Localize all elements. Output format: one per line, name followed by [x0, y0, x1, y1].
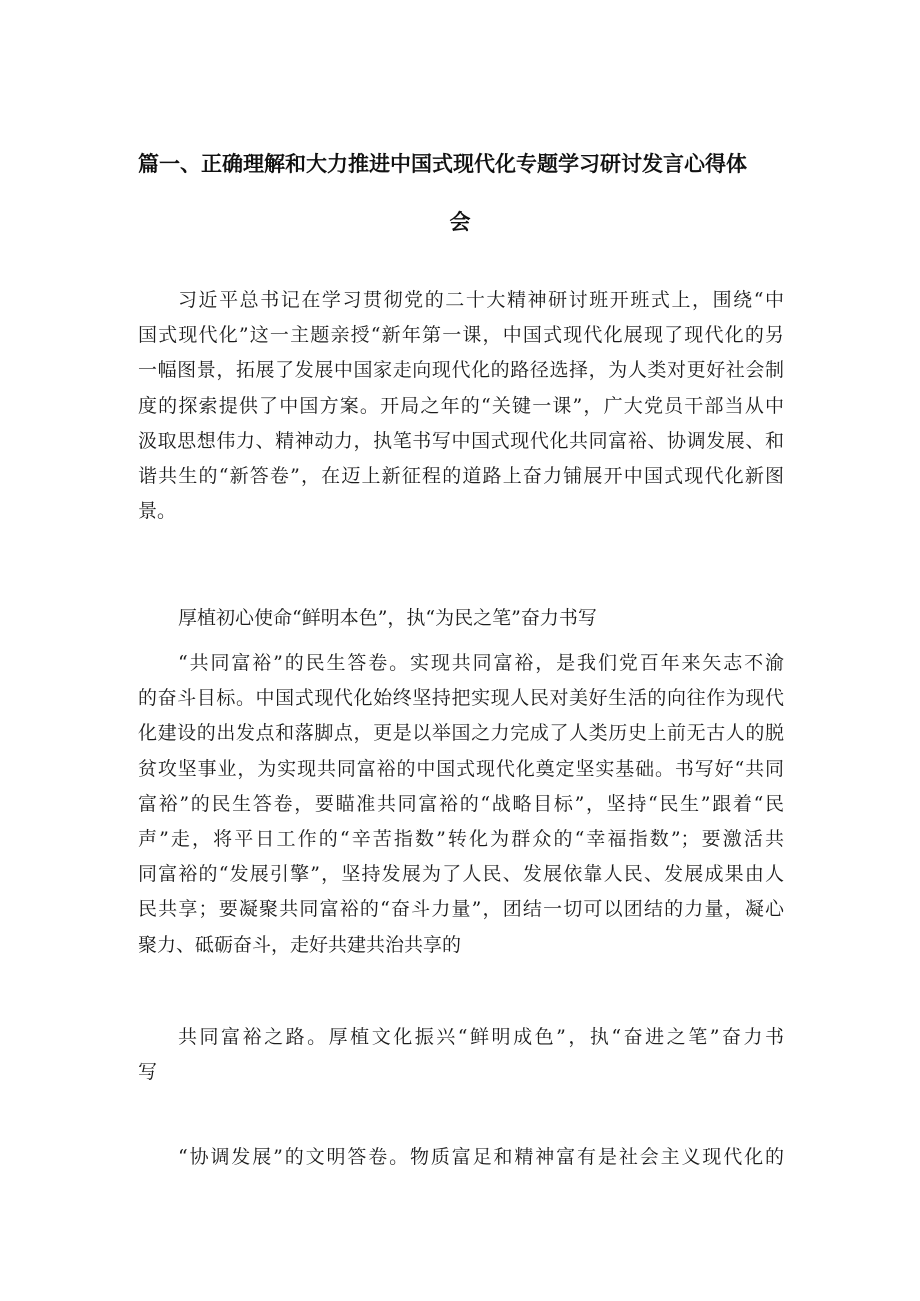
paragraph-line: 习近平总书记在学习贯彻党的二十大精神研讨班开班式上，围绕“中 [178, 289, 784, 311]
paragraph-line: 共同富裕之路。厚植文化振兴“鲜明成色”，执“奋进之笔”奋力书 [178, 1026, 784, 1048]
document-title-line-2: 会 [449, 210, 471, 234]
paragraph-line: 度的探索提供了中国方案。开局之年的“关键一课”，广大党员干部当从中 [138, 394, 784, 417]
paragraph-line: 声”走，将平日工作的“辛苦指数”转化为群众的“幸福指数”；要激活共 [138, 827, 784, 850]
paragraph-intro [138, 283, 784, 529]
paragraph-line: 富裕”的民生答卷，要瞄准共同富裕的“战略目标”，坚持“民生”跟着“民 [138, 792, 784, 815]
paragraph-line: 贫攻坚事业，为实现共同富裕的中国式现代化奠定坚实基础。书写好“共同 [138, 757, 784, 780]
paragraph-line: 民共享；要凝聚共同富裕的“奋斗力量”，团结一切可以团结的力量，凝心 [138, 898, 784, 921]
paragraph-line: 谐共生的“新答卷”，在迈上新征程的道路上奋力铺展开中国式现代化新图 [138, 464, 784, 487]
paragraph-line: “协调发展”的文明答卷。物质富足和精神富有是社会主义现代化的 [178, 1146, 784, 1168]
paragraph-coordinated-development [138, 1140, 784, 1175]
section-heading-2 [138, 1020, 784, 1090]
paragraph-line: 化建设的出发点和落脚点，更是以举国之力完成了人类历史上前无古人的脱 [138, 722, 784, 745]
section-heading-1 [138, 601, 784, 636]
paragraph-line: 写 [138, 1061, 158, 1084]
paragraph-line: 的奋斗目标。中国式现代化始终坚持把实现人民对美好生活的向往作为现代 [138, 687, 784, 710]
paragraph-line: 景。 [138, 500, 177, 523]
paragraph-line: 同富裕的“发展引擎”，坚持发展为了人民、发展依靠人民、发展成果由人 [138, 863, 784, 886]
paragraph-line: 一幅图景，拓展了发展中国家走向现代化的路径选择，为人类对更好社会制 [138, 359, 784, 382]
paragraph-line: 聚力、砥砺奋斗，走好共建共治共享的 [138, 933, 462, 956]
paragraph-common-prosperity [138, 646, 784, 963]
paragraph-line: “共同富裕”的民生答卷。实现共同富裕，是我们党百年来矢志不渝 [178, 652, 784, 674]
paragraph-line: 汲取思想伟力、精神动力，执笔书写中国式现代化共同富裕、协调发展、和 [138, 429, 784, 452]
paragraph-line: 国式现代化”这一主题亲授“新年第一课，中国式现代化展现了现代化的另 [138, 324, 784, 347]
document-title-line-1: 篇一、正确理解和大力推进中国式现代化专题学习研讨发言心得体 [138, 152, 747, 176]
paragraph-line: 厚植初心使命“鲜明本色”，执“为民之笔”奋力书写 [178, 607, 597, 629]
